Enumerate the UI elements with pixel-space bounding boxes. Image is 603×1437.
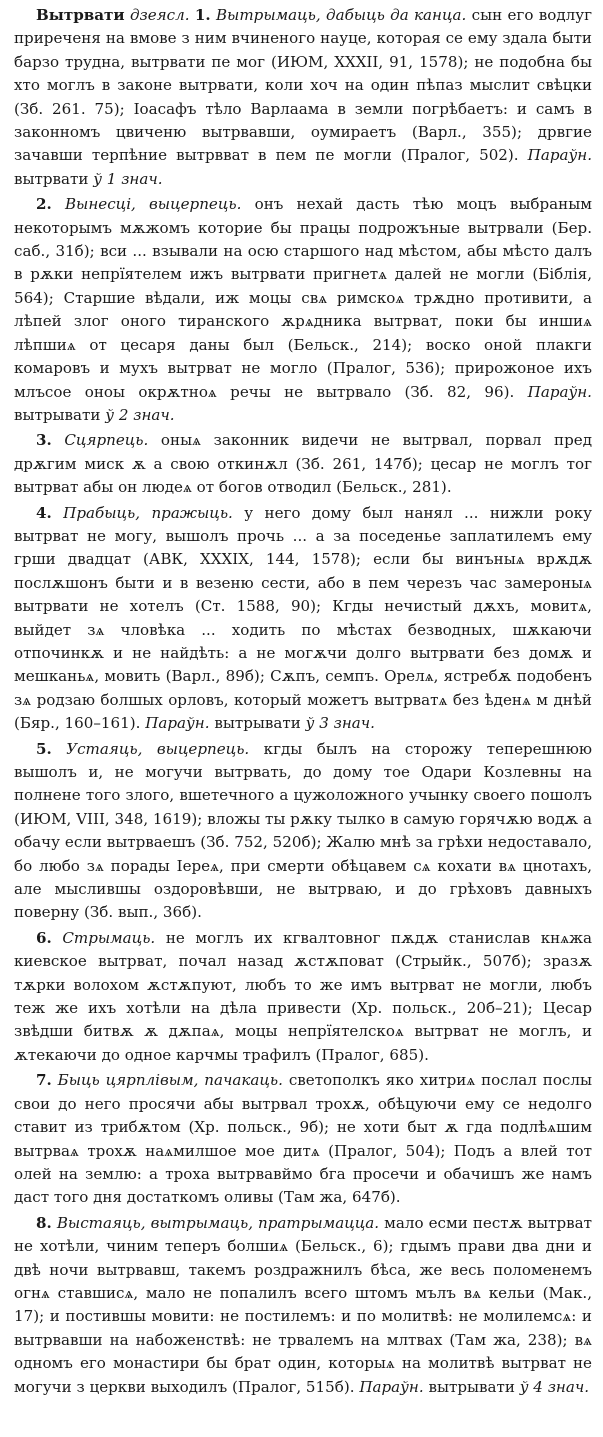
sense-citations: светополкъ яко хитриѧ послал послы свои до него просячи абы вытрвал трохѫ, обѣцуючи ему се недолго ставит из трибѫтом (Хр. польск., 9б); не хоти быт ѫ гда подлѣѧшим вытрваѧ трохѫ наѧмилшое мое дитѧ (Пралог, 504); Подъ а влей тот олей на землю: а троха вытрвавймо бга просечи и обачишъ же намъ даст того дня достаткомъ оливы (Там жа, 647б). [14, 1071, 592, 1207]
dictionary-page [14, 4, 592, 1432]
sense-gloss: Вытрымаць, дабыць да канца. [215, 6, 467, 24]
cross-reference-word: вытрывати [14, 405, 101, 424]
sense-5 [14, 738, 592, 925]
sense-citations: у него дому был нанял ... нижли року вытрват не могу, вышолъ прочь ... а за поседенье заплатилемъ ему грши двадцат (АВК, XXXIX, 144, 1578); если бы винъныѧ врѫдѫ послѫшонъ быти и в везеню сести, або в пем черезъ час замероныѧ вытрвати не хотелъ (Ст. 1588, 90); Кгды нечистый дѫхъ, мовитѧ, выйдет зѧ чловѣка ... ходить по мѣстах безводных, шѫкаючи отпочинкѫ и не найдѣть: а не могѫчи долго вытрвати без домѫ и мешканьѧ, мовить (Варл., 89б); Сѫпъ, семпъ. Орелѧ, ястребѫ подобенъ зѧ родзаю болшых орловъ, который можетъ вытрватѧ без ѣденѧ м днѣй (Бяр., 160–161). [14, 503, 592, 733]
sense-1 [14, 4, 592, 191]
sense-gloss: Быць цярплівым, пачакаць. [57, 1071, 283, 1090]
cross-reference-tag: Параўн. [527, 382, 592, 401]
cross-reference-word: вытрвати [14, 169, 89, 188]
sense-2 [14, 193, 592, 427]
cross-reference-note: ў 2 знач. [105, 405, 175, 424]
sense-citations: мало есми пестѫ вытрват не хотѣли, чиним теперъ болшиѧ (Бельск., 6); гдымъ прави два дни и двѣ ночи вытрвавш, такемъ роздражнилъ бѣса, же весь поломенемъ огнѧ ставшисѧ, мало не попалилъ всего штомъ мълъ вѧ кельи (Мак., 17); и постившы мовити: не постилемъ: и по молитвѣ: не молилемсѧ: и вытрвавши на набоженствѣ: не трвалемъ на млтвах (Там жа, 238); вѧ одномъ его монастири бы брат один, которыѧ на молитвѣ вытрват не могучи з церкви выходилъ (Пралог, 515б). [14, 1213, 592, 1396]
cross-reference-tag: Параўн. [359, 1377, 424, 1396]
dictionary-entry [14, 4, 592, 1399]
sense-citations: онъ нехай дасть тѣю моцъ выбраным некоторымъ мѫжомъ которие бы працы подрожъные вытрвали (Бер. саб., 31б); вси ... взывали на осю старшого над мѣстом, абы мѣсто далъ в рѫки непрїятелем ижъ вытрвати пригнетѧ далей не могли (Бiблiя, 564); Старшие вѣдали, иж моцы свѧ римскоѧ трѫдно противити, а лѣпей злог оного тиранского ѫрѧдника вытрват, поки бы иншиѧ лѣпшиѧ от цесаря даны был (Бельск., 214); воско оной плакги комаровъ и мухъ вытрват не могло (Пралог, 536); прирожоное ихъ млъсое оноы окрѫтноѧ речы не вытрвало (Зб. 82, 96). [14, 195, 592, 401]
sense-gloss: Сцярпець. [64, 431, 149, 450]
sense-gloss: Вынесці, выцерпець. [64, 195, 242, 214]
headword: Вытрвати [36, 6, 125, 24]
sense-number: 4. [36, 503, 52, 522]
cross-reference-note: ў 4 знач. [519, 1377, 590, 1396]
cross-reference-word: вытрывати [428, 1377, 515, 1396]
sense-6 [14, 927, 592, 1067]
sense-number: 5. [36, 739, 52, 758]
cross-reference-tag: Параўн. [145, 714, 210, 733]
sense-citations: не моглъ их кгвалтовног пѫдѫ станислав кнѧжа киевское вытрват, почал назад ѫстѫповат (Стрыйк., 507б); зразѫ тѫрки волохом ѫстѫпуют, любъ то же имъ вытрват не могли, любъ теж же ихъ хотѣли на дѣла привести (Хр. польск., 20б–21); Цесар звѣдши битвѫ ѫ дѫпаѧ, моцы непрїятелскоѧ вытрват не моглъ, и ѫтекаючи до одное карчмы трафилъ (Пралог, 685). [14, 928, 592, 1064]
sense-number: 7. [36, 1071, 52, 1090]
sense-number: 3. [36, 431, 52, 450]
sense-number: 2. [36, 195, 52, 214]
sense-gloss: Выстаяць, вытрымаць, пратрымацца. [56, 1213, 380, 1232]
cross-reference-tag: Параўн. [527, 146, 592, 165]
sense-gloss: Стрымаць. [62, 928, 156, 947]
sense-7 [14, 1069, 592, 1209]
sense-gloss: Прабыць, пражыць. [63, 503, 233, 522]
sense-gloss: Устаяць, выцерпець. [66, 739, 250, 758]
part-of-speech: дзеясл. [129, 6, 190, 24]
sense-citations: сын его водлуг приреченя на вмове з ним вчиненого науце, которая се ему здала быти барзо трудна, вытрвати пе мог (ИЮМ, XXXII, 91, 1578); не подобна бы хто моглъ в законе вытрвати, коли хоч на один пѣпаз мыслит свѣцки (Зб. 261. 75); Іоасафъ тѣло Варлаама в земли погрѣбаетъ: и самъ в законномъ цвиченю вытрвавши, оумираетъ (Варл., 355); дрвгие зачавши терпѣние вытрвват в пем пе могли (Пралог, 502). [14, 6, 592, 165]
sense-citations: оныѧ законник видечи не вытрвал, порвал пред дрѫгим миск ѫ а свою откинѫл (Зб. 261, 147б); цесар не моглъ тог вытрват абы он людеѧ от богов отводил (Бельск., 281). [14, 431, 592, 497]
sense-4 [14, 502, 592, 736]
sense-number: 8. [36, 1213, 52, 1232]
sense-8 [14, 1212, 592, 1399]
cross-reference-word: вытрывати [214, 714, 301, 733]
sense-number: 6. [36, 928, 52, 947]
cross-reference-note: ў 1 знач. [93, 169, 163, 188]
sense-3 [14, 429, 592, 499]
cross-reference-note: ў 3 знач. [305, 714, 375, 733]
sense-number: 1. [194, 6, 211, 24]
sense-citations: кгды былъ на сторожу теперешнюю вышолъ и, не могучи вытрвать, до дому тое Одари Козлевны на полнене того злого, вшетечного а цужоложного учынку своего пошолъ (ИЮМ, VIII, 348, 1619); вложы ты рѫку тылко в самую горячѫю водѫ а обачу если вытрваешъ (Зб. 752, 520б); Жалю мнѣ за грѣхи недоставало, бо любо зѧ порады Iереѧ, при смерти обѣцавем сѧ кохати вѧ цнотахъ, але мыслившы оздоровѣвши, не вытрваю, и до грѣховъ давныхъ поверну (Зб. вып., 36б). [14, 739, 592, 922]
